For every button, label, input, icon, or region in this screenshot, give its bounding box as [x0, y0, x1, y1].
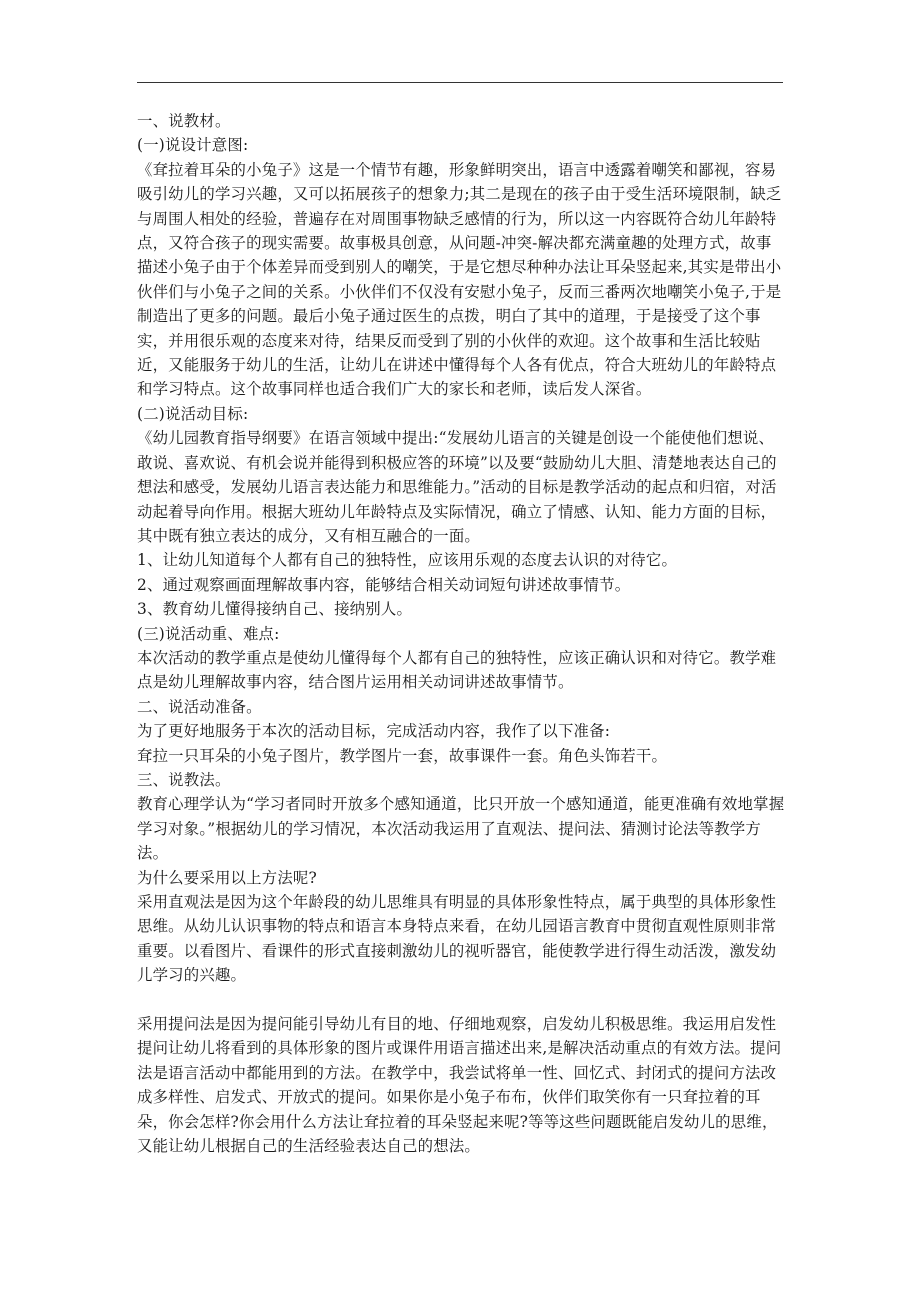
document-body [137, 109, 787, 1158]
section-heading-teaching-material: 一、说教材。 [137, 112, 231, 130]
paragraph-activity-goals: 《幼儿园教育指导纲要》在语言领域中提出:“发展幼儿语言的关键是创设一个能使他们想说、敢说、喜欢说、有机会说并能得到积极应答的环境”以及要“鼓励幼儿大胆、清楚地表达自己的想法和感受，发展幼儿语言表达能力和思维能力。”活动的目标是教学活动的起点和归宿，对活动起着导向作用。根据大班幼儿年龄特点及实际情况，确立了情感、认知、能力方面的目标，其中既有独立表达的成分，又有相互融合的一面。 [137, 429, 777, 545]
goal-item-1: 1、让幼儿知道每个人都有自己的独特性，应该用乐观的态度去认识的对待它。 [137, 551, 678, 570]
paragraph-preparation-materials: 耷拉一只耳朵的小兔子图片，教学图片一套，故事课件一套。角色头饰若干。 [137, 746, 668, 765]
paragraph-key-difficult-points: 本次活动的教学重点是使幼儿懂得每个人都有自己的独特性，应该正确认识和对待它。教学难点是幼儿理解故事内容，结合图片运用相关动词讲述故事情节。 [137, 648, 777, 692]
subheading-design-intent: (一)说设计意图: [137, 136, 249, 155]
section-heading-preparation: 二、说活动准备。 [137, 697, 262, 716]
section-heading-teaching-methods: 三、说教法。 [137, 770, 231, 789]
paragraph-preparation-intro: 为了更好地服务于本次的活动目标，完成活动内容，我作了以下准备: [137, 722, 611, 741]
paragraph-design-intent: 《耷拉着耳朵的小兔子》这是一个情节有趣，形象鲜明突出，语言中透露着嘲笑和鄙视，容易吸引幼儿的学习兴趣，又可以拓展孩子的想象力;其二是现在的孩子由于受生活环境限制，缺乏与周围人相处的经验，普遍存在对周围事物缺乏感情的行为，所以这一内容既符合幼儿年龄特点，又符合孩子的现实需要。故事极具创意，从问题-冲突-解决都充满童趣的处理方式，故事描述小兔子由于个体差异而受到别人的嘲笑，于是它想尽种种办法让耳朵竖起来,其实是带出小伙伴们与小兔子之间的关系。小伙伴们不仅没有安慰小兔子，反而三番两次地嘲笑小兔子,于是制造出了更多的问题。最后小兔子通过医生的点拨，明白了其中的道理，于是接受了这个事实，并用很乐观的态度来对待，结果反而受到了别的小伙伴的欢迎。这个故事和生活比较贴近，又能服务于幼儿的生活，让幼儿在讲述中懂得每个人各有优点，符合大班幼儿的年龄特点和学习特点。这个故事同样也适合我们广大的家长和老师，读后发人深省。 [137, 160, 782, 399]
blank-line [137, 988, 787, 1012]
paragraph-questioning-method: 采用提问法是因为提问能引导幼儿有目的地、仔细地观察，启发幼儿积极思维。我运用启发性提问让幼儿将看到的具体形象的图片或课件用语言描述出来,是解决活动重点的有效方法。提问法是语言活动中都能用到的方法。在教学中，我尝试将单一性、回忆式、封闭式的提问方法改成多样性、启发式、开放式的提问。如果你是小兔子布布，伙伴们取笑你有一只耷拉着的耳朵，你会怎样?你会用什么方法让耷拉着的耳朵竖起来呢?等等这些问题既能启发幼儿的思维，又能让幼儿根据自己的生活经验表达自己的想法。 [137, 1015, 782, 1156]
header-rule [137, 82, 783, 83]
subheading-activity-goals: (二)说活动目标: [137, 404, 249, 423]
goal-item-2: 2、通过观察画面理解故事内容，能够结合相关动词短句讲述故事情节。 [137, 575, 631, 594]
subheading-key-difficult-points: (三)说活动重、难点: [137, 624, 280, 643]
paragraph-intuitive-method: 采用直观法是因为这个年龄段的幼儿思维具有明显的具体形象性特点，属于典型的具体形象性思维。从幼儿认识事物的特点和语言本身特点来看，在幼儿园语言教育中贯彻直观性原则非常重要。以看图片、看课件的形式直接刺激幼儿的视听器官，能使教学进行得生动活泼，激发幼儿学习的兴趣。 [137, 893, 777, 985]
paragraph-teaching-methods: 教育心理学认为“学习者同时开放多个感知通道，比只开放一个感知通道，能更准确有效地掌握学习对象。”根据幼儿的学习情况，本次活动我运用了直观法、提问法、猜测讨论法等教学方法。 [137, 795, 785, 863]
goal-item-3: 3、教育幼儿懂得接纳自己、接纳别人。 [137, 600, 413, 619]
question-why-methods: 为什么要采用以上方法呢? [137, 868, 317, 887]
